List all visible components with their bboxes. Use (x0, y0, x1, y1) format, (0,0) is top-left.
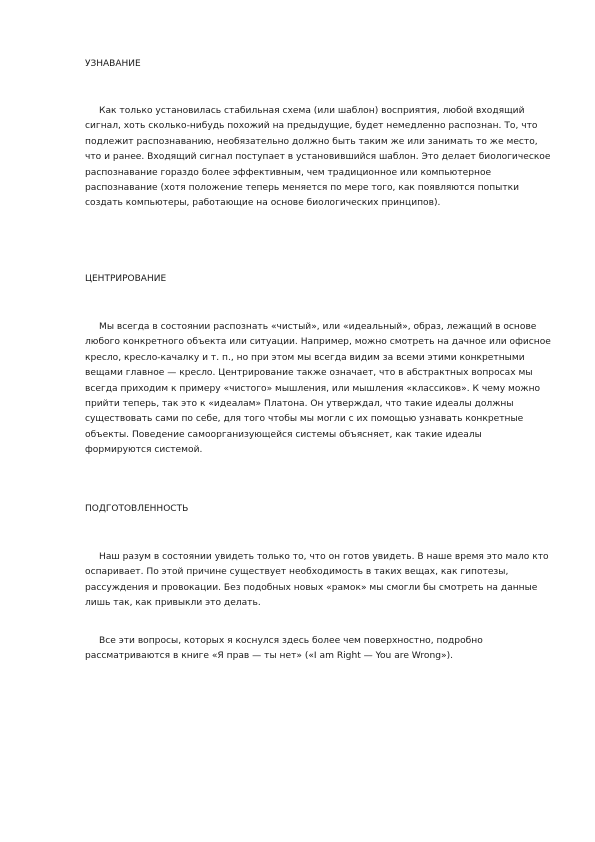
paragraph-book-reference: Все эти вопросы, которых я коснулся здесь более чем поверхностно, подробно рассматриваются в книге «Я прав — ты нет» («I am Right — You are Wrong»). (85, 636, 483, 662)
paragraph-recognition: Как только установилась стабильная схема (или шаблон) восприятия, любой входящий сигнал, хоть сколько-нибудь похожий на предыдущие, будет немедленно распознан. То, что подлежит распознаванию, необязательно должно быть таким же или занимать то же место, что и ранее. Входящий сигнал поступает в установившийся шаблон. Это делает биологическое распознавание гораздо более эффективным, чем традиционное или компьютерное распознавание (хотя положение теперь меняется по мере того, как появляются попытки создать компьютеры, работающие на основе биологических принципов). (85, 106, 551, 209)
paragraph-preparedness: Наш разум в состоянии увидеть только то, что он готов увидеть. В наше время это мало кто оспаривает. По этой причине существует необходимость в таких вещах, как гипотезы, рассуждения и провокации. Без подобных новых «рамок» мы смогли бы смотреть на данные лишь так, как привыкли это делать. (85, 552, 549, 609)
section-heading-recognition: УЗНАВАНИЕ (85, 59, 141, 69)
section-heading-preparedness: ПОДГОТОВЛЕННОСТЬ (85, 504, 189, 514)
paragraph-centering: Мы всегда в состоянии распознать «чистый», или «идеальный», образ, лежащий в основе любого конкретного объекта или ситуации. Например, можно смотреть на дачное или офисное кресло, кресло-качалку и т. п., но при этом мы всегда видим за всеми этими конкретными вещами главное — кресло. Центрирование также означает, что в абстрактных вопросах мы всегда приходим к примеру «чистого» мышления, или мышления «классиков». К чему можно прийти теперь, так это к «идеалам» Платона. Он утверждал, что такие идеалы должны существовать сами по себе, для того чтобы мы могли с их помощью узнавать конкретные объекты. Поведение самоорганизующейся системы объясняет, как такие идеалы формируются системой. (85, 322, 551, 456)
section-heading-centering: ЦЕНТРИРОВАНИЕ (85, 274, 167, 284)
